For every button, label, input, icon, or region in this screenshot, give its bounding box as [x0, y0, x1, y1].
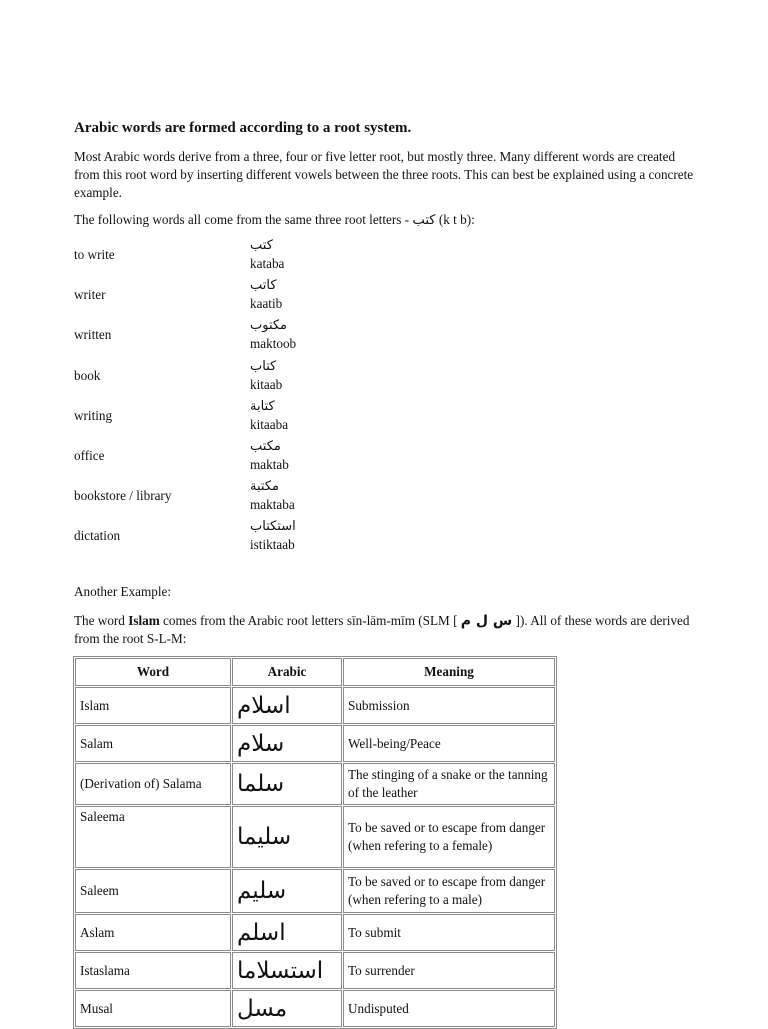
- english-word: writer: [74, 287, 106, 303]
- slm-part2: comes from the Arabic root letters sīn-lām-mīm (SLM [: [159, 613, 461, 628]
- table-header-row: [75, 658, 555, 686]
- slm-sentence: [74, 612, 694, 648]
- table-row: [75, 763, 555, 805]
- list-item: [74, 318, 474, 358]
- word-cell: Istaslama: [75, 952, 231, 989]
- another-example-label: Another Example:: [74, 584, 172, 599]
- table-row: [75, 869, 555, 913]
- arabic-word: كتاب: [250, 358, 277, 374]
- english-word: book: [74, 367, 101, 383]
- list-item: [74, 278, 474, 318]
- root-sentence-before: The following words all come from the same three root letters -: [74, 212, 413, 227]
- table-row: [75, 687, 555, 724]
- arabic-cell: مسل: [232, 990, 342, 1027]
- root-sentence-after: (k t b):: [435, 212, 475, 227]
- transliteration: kataba: [250, 256, 285, 271]
- english-word: bookstore / library: [74, 488, 172, 504]
- meaning-cell: To surrender: [343, 952, 555, 989]
- arabic-word: كتابة: [250, 398, 275, 414]
- english-word: written: [74, 327, 112, 343]
- ktb-word-list: [74, 238, 474, 560]
- arabic-cell: سلام: [232, 725, 342, 762]
- word-cell: Musal: [75, 990, 231, 1027]
- list-item: [74, 238, 474, 278]
- word-cell: Aslam: [75, 914, 231, 951]
- table-row: [75, 806, 555, 868]
- root-sentence: [74, 211, 694, 230]
- english-word: writing: [74, 407, 113, 423]
- arabic-word: مكتبة: [250, 479, 279, 495]
- transliteration: maktab: [250, 456, 289, 472]
- arabic-cell: استسلاما: [232, 952, 342, 989]
- transliteration: istiktaab: [250, 537, 295, 553]
- table-row: [75, 952, 555, 989]
- heading: Arabic words are formed according to a root system.: [74, 120, 412, 136]
- meaning-cell: Submission: [343, 687, 555, 724]
- meaning-cell: To submit: [343, 914, 555, 951]
- english-word: dictation: [74, 528, 121, 544]
- header-meaning: Meaning: [343, 658, 555, 686]
- list-item: [74, 359, 474, 399]
- transliteration: kaatib: [250, 296, 283, 312]
- arabic-cell: اسلام: [232, 687, 342, 724]
- arabic-cell: اسلم: [232, 914, 342, 951]
- transliteration: maktaba: [250, 497, 295, 513]
- english-word: office: [74, 447, 105, 463]
- english-word: to write: [74, 247, 115, 262]
- table-row: [75, 914, 555, 951]
- meaning-cell: Well-being/Peace: [343, 725, 555, 762]
- arabic-cell: سلما: [232, 763, 342, 805]
- meaning-cell: The stinging of a snake or the tanning of the leather: [343, 763, 555, 805]
- table-row: [75, 990, 555, 1027]
- arabic-word: مكتب: [250, 438, 281, 454]
- word-cell: Saleem: [75, 869, 231, 913]
- slm-part3: ]). All of these words are derived from the root S-L-M:: [74, 613, 690, 646]
- meaning-cell: To be saved or to escape from danger (when refering to a male): [343, 869, 555, 913]
- header-arabic: Arabic: [232, 658, 342, 686]
- intro-paragraph: Most Arabic words derive from a three, four or five letter root, but mostly three. Many different words are created from this root word by inserting different vowels between the three roots. This can best be explained using a concrete example.: [74, 149, 694, 200]
- arabic-word: مكتوب: [250, 318, 288, 334]
- arabic-word: استكتاب: [250, 519, 296, 535]
- arabic-word: كاتب: [250, 278, 277, 294]
- root-sentence-arabic: كتب: [412, 213, 436, 228]
- meaning-cell: Undisputed: [343, 990, 555, 1027]
- meaning-cell: To be saved or to escape from danger (when refering to a female): [343, 806, 555, 868]
- slm-arabic-letters: س ل م: [460, 613, 513, 629]
- arabic-cell: سليما: [232, 806, 342, 868]
- list-item: [74, 399, 474, 439]
- word-cell: Salam: [75, 725, 231, 762]
- word-cell: Islam: [75, 687, 231, 724]
- list-item: [74, 439, 474, 479]
- arabic-cell: سليم: [232, 869, 342, 913]
- list-item: [74, 479, 474, 519]
- arabic-word: كتب: [250, 238, 273, 253]
- transliteration: kitaaba: [250, 416, 289, 432]
- slm-bold-word: Islam: [128, 613, 160, 628]
- list-item: [74, 519, 474, 559]
- word-cell: Saleema: [75, 806, 231, 868]
- transliteration: maktoob: [250, 336, 297, 352]
- slm-table: [73, 656, 557, 1029]
- word-cell: (Derivation of) Salama: [75, 763, 231, 805]
- table-row: [75, 725, 555, 762]
- slm-part1: The word: [74, 613, 129, 628]
- header-word: Word: [75, 658, 231, 686]
- transliteration: kitaab: [250, 376, 283, 392]
